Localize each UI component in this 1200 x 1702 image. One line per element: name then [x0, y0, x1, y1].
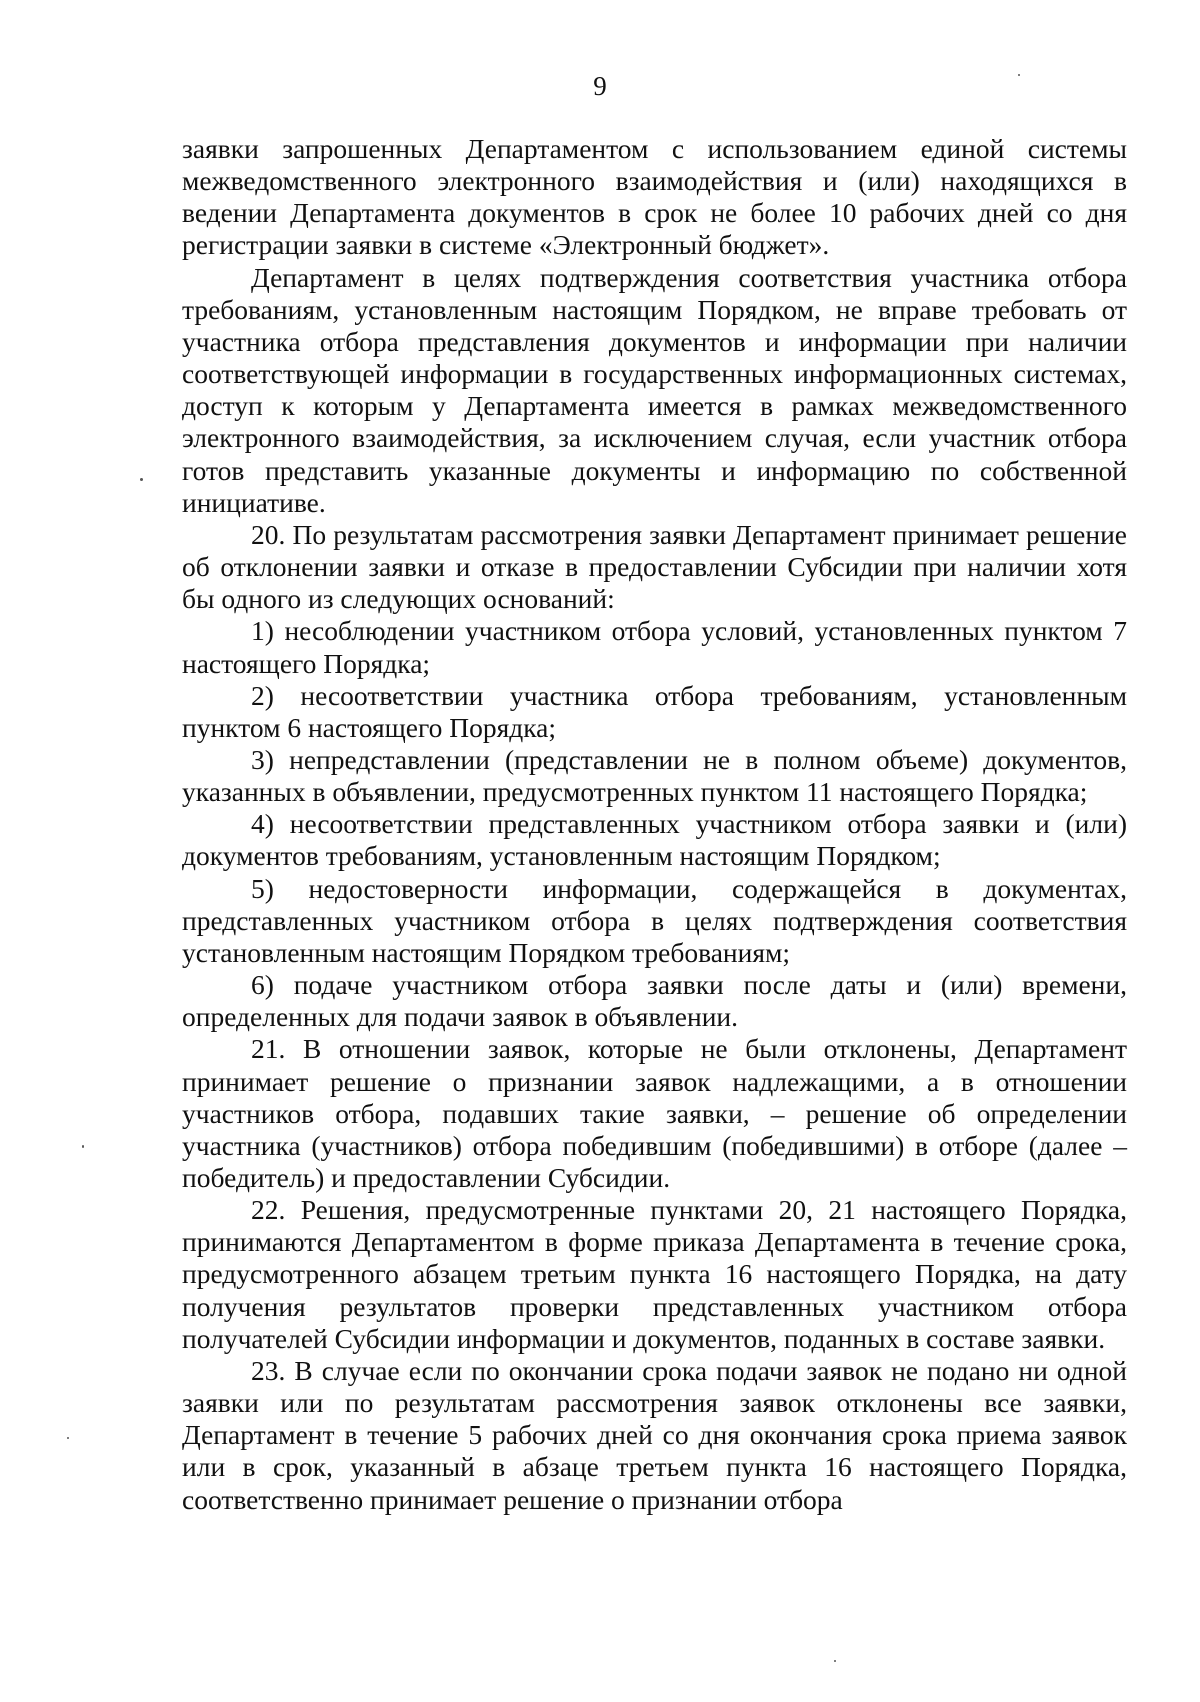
list-item-2: 2) несоответствии участника отбора требованиям, установленным пунктом 6 настоящего Порядка; [182, 679, 1127, 743]
paragraph-clause-21: 21. В отношении заявок, которые не были отклонены, Департамент принимает решение о признании заявок надлежащими, а в отношении участников отбора, подавших такие заявки, – решение об определении участника (участников) отбора победившим (победившими) в отборе (далее – победитель) и предоставлении Субсидии. [182, 1033, 1127, 1193]
list-item-4: 4) несоответствии представленных участником отбора заявки и (или) документов требованиям, установленным настоящим Порядком; [182, 808, 1127, 872]
scan-speck [140, 478, 143, 481]
document-body [182, 133, 1127, 1516]
scan-speck [67, 1437, 69, 1439]
paragraph-department-rights: Департамент в целях подтверждения соответствия участника отбора требованиям, установленным настоящим Порядком, не вправе требовать от участника отбора представления документов и информации при наличии соответствующей информации в государственных информационных системах, доступ к которым у Департамента имеется в рамках межведомственного электронного взаимодействия, за исключением случая, если участник отбора готов представить указанные документы и информацию по собственной инициативе. [182, 261, 1127, 518]
page-number: 9 [593, 71, 607, 101]
list-item-3: 3) непредставлении (представлении не в полном объеме) документов, указанных в объявлении, предусмотренных пунктом 11 настоящего Порядка; [182, 743, 1127, 808]
list-item-6: 6) подаче участником отбора заявки после даты и (или) времени, определенных для подачи заявок в объявлении. [182, 969, 1127, 1033]
scan-speck [834, 1660, 836, 1662]
paragraph-clause-23: 23. В случае если по окончании срока подачи заявок не подано ни одной заявки или по результатам рассмотрения заявок отклонены все заявки, Департамент в течение 5 рабочих дней со дня окончания срока приема заявок или в срок, указанный в абзаце третьем пункта 16 настоящего Порядка, соответственно принимает решение о признании отбора [182, 1354, 1127, 1515]
scan-speck [1018, 74, 1020, 76]
list-item-5: 5) недостоверности информации, содержащейся в документах, представленных участником отбора в целях подтверждения соответствия установленным настоящим Порядком требованиям; [182, 872, 1127, 968]
list-item-1: 1) несоблюдении участником отбора условий, установленных пунктом 7 настоящего Порядка; [182, 615, 1127, 679]
scan-speck [82, 1145, 84, 1148]
paragraph-clause-20: 20. По результатам рассмотрения заявки Департамент принимает решение об отклонении заявки и отказе в предоставлении Субсидии при наличии хотя бы одного из следующих оснований: [182, 518, 1127, 615]
paragraph-clause-22: 22. Решения, предусмотренные пунктами 20, 21 настоящего Порядка, принимаются Департаментом в форме приказа Департамента в течение срока, предусмотренного абзацем третьим пункта 16 настоящего Порядка, на дату получения результатов проверки представленных участником отбора получателей Субсидии информации и документов, поданных в составе заявки. [182, 1194, 1127, 1354]
paragraph-continuation: заявки запрошенных Департаментом с использованием единой системы межведомственного электронного взаимодействия и (или) находящихся в ведении Департамента документов в срок не более 10 рабочих дней со дня регистрации заявки в системе «Электронный бюджет». [182, 133, 1127, 261]
